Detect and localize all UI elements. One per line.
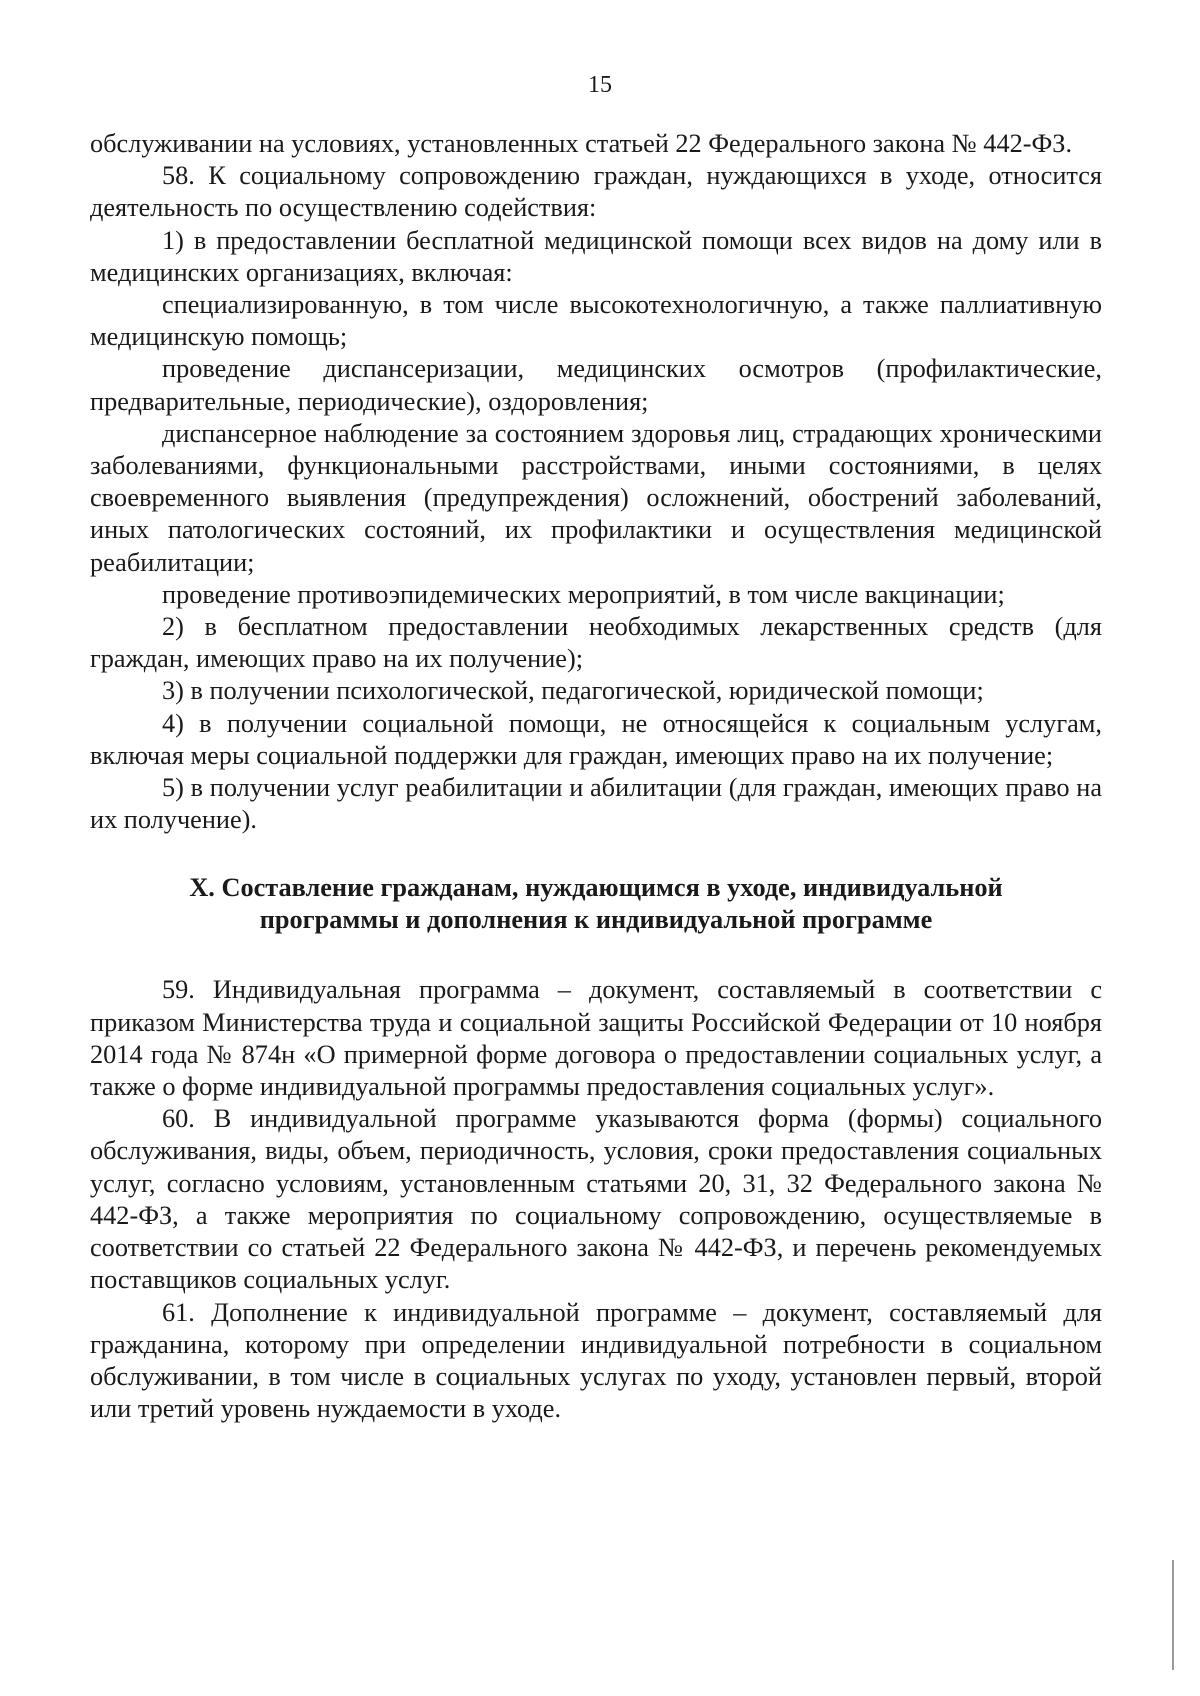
paragraph-item-4: 4) в получении социальной помощи, не относящейся к социальным услугам, включая меры социальной поддержки для граждан, имеющих право на их получение; <box>90 708 1102 770</box>
paragraph-item-1: 1) в предоставлении бесплатной медицинской помощи всех видов на дому или в медицинских организациях, включая: <box>90 225 1102 287</box>
paragraph-59: 59. Индивидуальная программа – документ, составляемый в соответствии с приказом Министерства труда и социальной защиты Российской Федерации от 10 ноября 2014 года № 874н «О примерной форме договора о предоставлении социальных услуг, а также о форме индивидуальной программы предоставления социальных услуг». <box>90 975 1102 1102</box>
paragraph-item-3: 3) в получении психологической, педагогической, юридической помощи; <box>162 676 984 706</box>
paragraphs-bottom <box>90 974 1102 1425</box>
paragraph-item-2: 2) в бесплатном предоставлении необходимых лекарственных средств (для граждан, имеющих право на их получение); <box>90 612 1102 674</box>
paragraph-58: 58. К социальному сопровождению граждан, нуждающихся в уходе, относится деятельность по осуществлению содействия: <box>90 161 1102 223</box>
paragraph: обслуживании на условиях, установленных статьей 22 Федерального закона № 442-ФЗ. <box>90 129 1073 158</box>
document-body <box>90 128 1102 1425</box>
paragraph-60: 60. В индивидуальной программе указываются форма (формы) социального обслуживания, виды, объем, периодичность, условия, сроки предоставления социальных услуг, согласно условиям, установленным статьями 20, 31, 32 Федерального закона № 442-ФЗ, а также мероприятия по социальному сопровождению, осуществляемые в соответствии со статьей 22 Федерального закона № 442-ФЗ, и перечень рекомендуемых поставщиков социальных услуг. <box>90 1104 1102 1295</box>
paragraph-61: 61. Дополнение к индивидуальной программе – документ, составляемый для гражданина, которому при определении индивидуальной потребности в социальном обслуживании, в том числе в социальных услугах по уходу, установлен первый, второй или третий уровень нуждаемости в уходе. <box>90 1297 1102 1424</box>
paragraph-subitem: проведение противоэпидемических мероприятий, в том числе вакцинации; <box>162 579 1005 609</box>
section-heading <box>90 872 1102 936</box>
paragraph-subitem: специализированную, в том числе высокотехнологичную, а также паллиативную медицинскую помощь; <box>90 290 1102 352</box>
page-number: 15 <box>588 72 612 98</box>
paragraphs-top <box>90 128 1102 836</box>
section-heading-line: программы и дополнения к индивидуальной программе <box>259 905 933 935</box>
scan-edge-mark <box>1172 1560 1174 1670</box>
paragraph-item-5: 5) в получении услуг реабилитации и абилитации (для граждан, имеющих право на их получение). <box>90 773 1102 835</box>
paragraph-subitem: диспансерное наблюдение за состоянием здоровья лиц, страдающих хроническими заболеваниями, функциональными расстройствами, иными состояниями, в целях своевременного выявления (предупреждения) осложнений, обострений заболеваний, иных патологических состояний, их профилактики и осуществления медицинской реабилитации; <box>90 418 1102 577</box>
section-heading-line: X. Составление гражданам, нуждающимся в уходе, индивидуальной <box>189 873 1003 903</box>
paragraph-subitem: проведение диспансеризации, медицинских осмотров (профилактические, предварительные, периодические), оздоровления; <box>90 354 1102 416</box>
